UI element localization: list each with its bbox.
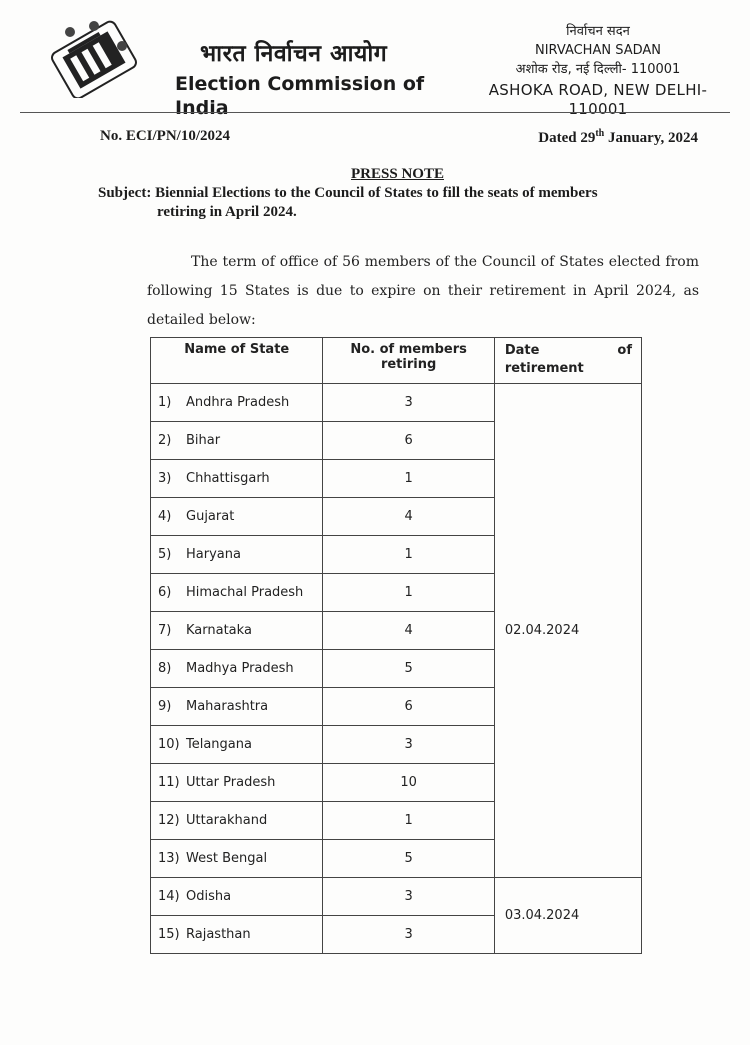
address-line: ASHOKA ROAD, NEW DELHI-110001: [488, 81, 708, 118]
row-number: 7): [158, 623, 172, 638]
row-number: 2): [158, 433, 172, 448]
header-divider: [20, 112, 730, 113]
address-block: [478, 22, 718, 119]
members-retiring-cell: 5: [323, 840, 494, 878]
state-name: Haryana: [186, 547, 241, 562]
state-name: Himachal Pradesh: [186, 585, 304, 600]
state-name-cell: [151, 422, 323, 460]
organisation-name: [175, 40, 465, 120]
row-number: 9): [158, 699, 172, 714]
members-retiring-cell: 6: [323, 688, 494, 726]
retirement-date-cell: 02.04.2024: [494, 384, 641, 878]
header-date-line-2: retirement: [504, 361, 584, 376]
row-number: 5): [158, 547, 172, 562]
row-number: 8): [158, 661, 172, 676]
state-name-cell: [151, 802, 323, 840]
row-number: 14): [158, 889, 180, 904]
state-name-cell: [151, 460, 323, 498]
state-name: Maharashtra: [186, 699, 269, 714]
state-name: Odisha: [186, 889, 232, 904]
row-number: 3): [158, 471, 172, 486]
state-name: Telangana: [186, 737, 252, 752]
header-members-retiring: [323, 338, 494, 384]
state-name-cell: [151, 612, 323, 650]
header-members-line-2: retiring: [380, 357, 437, 372]
state-name-cell: [151, 384, 323, 422]
members-retiring-cell: 1: [323, 536, 494, 574]
state-name: Rajasthan: [186, 927, 251, 942]
state-name: Karnataka: [186, 623, 252, 638]
state-name: Gujarat: [186, 509, 235, 524]
state-name-cell: [151, 764, 323, 802]
address-line: निर्वाचन सदन: [566, 24, 630, 39]
members-retiring-cell: 3: [323, 384, 494, 422]
subject: [98, 184, 700, 222]
subject-line-1: Subject: Biennial Elections to the Council of States to fill the seats of members: [98, 185, 598, 201]
date-superscript: th: [595, 128, 605, 139]
row-number: 1): [158, 395, 172, 410]
state-name: Uttar Pradesh: [186, 775, 276, 790]
org-name-english: Election Commission of India: [175, 73, 425, 119]
row-number: 12): [158, 813, 180, 828]
state-name: West Bengal: [186, 851, 268, 866]
members-retiring-cell: 3: [323, 878, 494, 916]
body-paragraph: [147, 248, 699, 335]
date-suffix: January, 2024: [604, 130, 698, 146]
org-name-hindi: भारत निर्वाचन आयोग: [200, 41, 388, 67]
address-line: NIRVACHAN SADAN: [535, 43, 661, 58]
state-name-cell: [151, 840, 323, 878]
state-name-cell: [151, 726, 323, 764]
row-number: 13): [158, 851, 180, 866]
members-retiring-cell: 1: [323, 460, 494, 498]
eci-logo-icon: [48, 20, 140, 98]
members-retiring-cell: 6: [323, 422, 494, 460]
row-number: 11): [158, 775, 180, 790]
header-date-word-1: Date: [504, 343, 540, 358]
state-name-cell: [151, 574, 323, 612]
header-date-of-retirement: [494, 338, 641, 384]
retirement-date-cell: 03.04.2024: [494, 878, 641, 954]
row-number: 4): [158, 509, 172, 524]
subject-line-2: retiring in April 2024.: [157, 204, 297, 220]
members-retiring-cell: 4: [323, 498, 494, 536]
document-date: [538, 128, 698, 147]
address-line: अशोक रोड, नई दिल्ली- 110001: [515, 62, 681, 77]
members-retiring-cell: 10: [323, 764, 494, 802]
state-name: Uttarakhand: [186, 813, 268, 828]
members-retiring-cell: 3: [323, 726, 494, 764]
state-name: Andhra Pradesh: [186, 395, 290, 410]
members-retiring-cell: 3: [323, 916, 494, 954]
paragraph-text: The term of office of 56 members of the Council of States elected from following 15 States is due to expire on their retirement in April 2024, as detailed below:: [147, 254, 699, 328]
state-name: Bihar: [186, 433, 221, 448]
row-number: 6): [158, 585, 172, 600]
state-name: Chhattisgarh: [186, 471, 270, 486]
state-name-cell: [151, 498, 323, 536]
members-retiring-cell: 4: [323, 612, 494, 650]
table-header-row: [151, 338, 642, 384]
reference-number: No. ECI/PN/10/2024: [100, 128, 231, 144]
state-name-cell: [151, 688, 323, 726]
header-state-name: Name of State: [151, 338, 323, 384]
members-retiring-cell: 5: [323, 650, 494, 688]
retiring-members-table: [150, 337, 642, 954]
header-members-line-1: No. of members: [350, 342, 467, 357]
state-name: Madhya Pradesh: [186, 661, 294, 676]
row-number: 10): [158, 737, 180, 752]
state-name-cell: [151, 878, 323, 916]
members-retiring-cell: 1: [323, 802, 494, 840]
state-name-cell: [151, 916, 323, 954]
state-name-cell: [151, 536, 323, 574]
row-number: 15): [158, 927, 180, 942]
document-title: PRESS NOTE: [351, 166, 444, 182]
header-date-word-2: of: [617, 343, 632, 358]
table-row: [151, 878, 642, 916]
table-row: [151, 384, 642, 422]
members-retiring-cell: 1: [323, 574, 494, 612]
date-prefix: Dated 29: [538, 130, 596, 146]
state-name-cell: [151, 650, 323, 688]
